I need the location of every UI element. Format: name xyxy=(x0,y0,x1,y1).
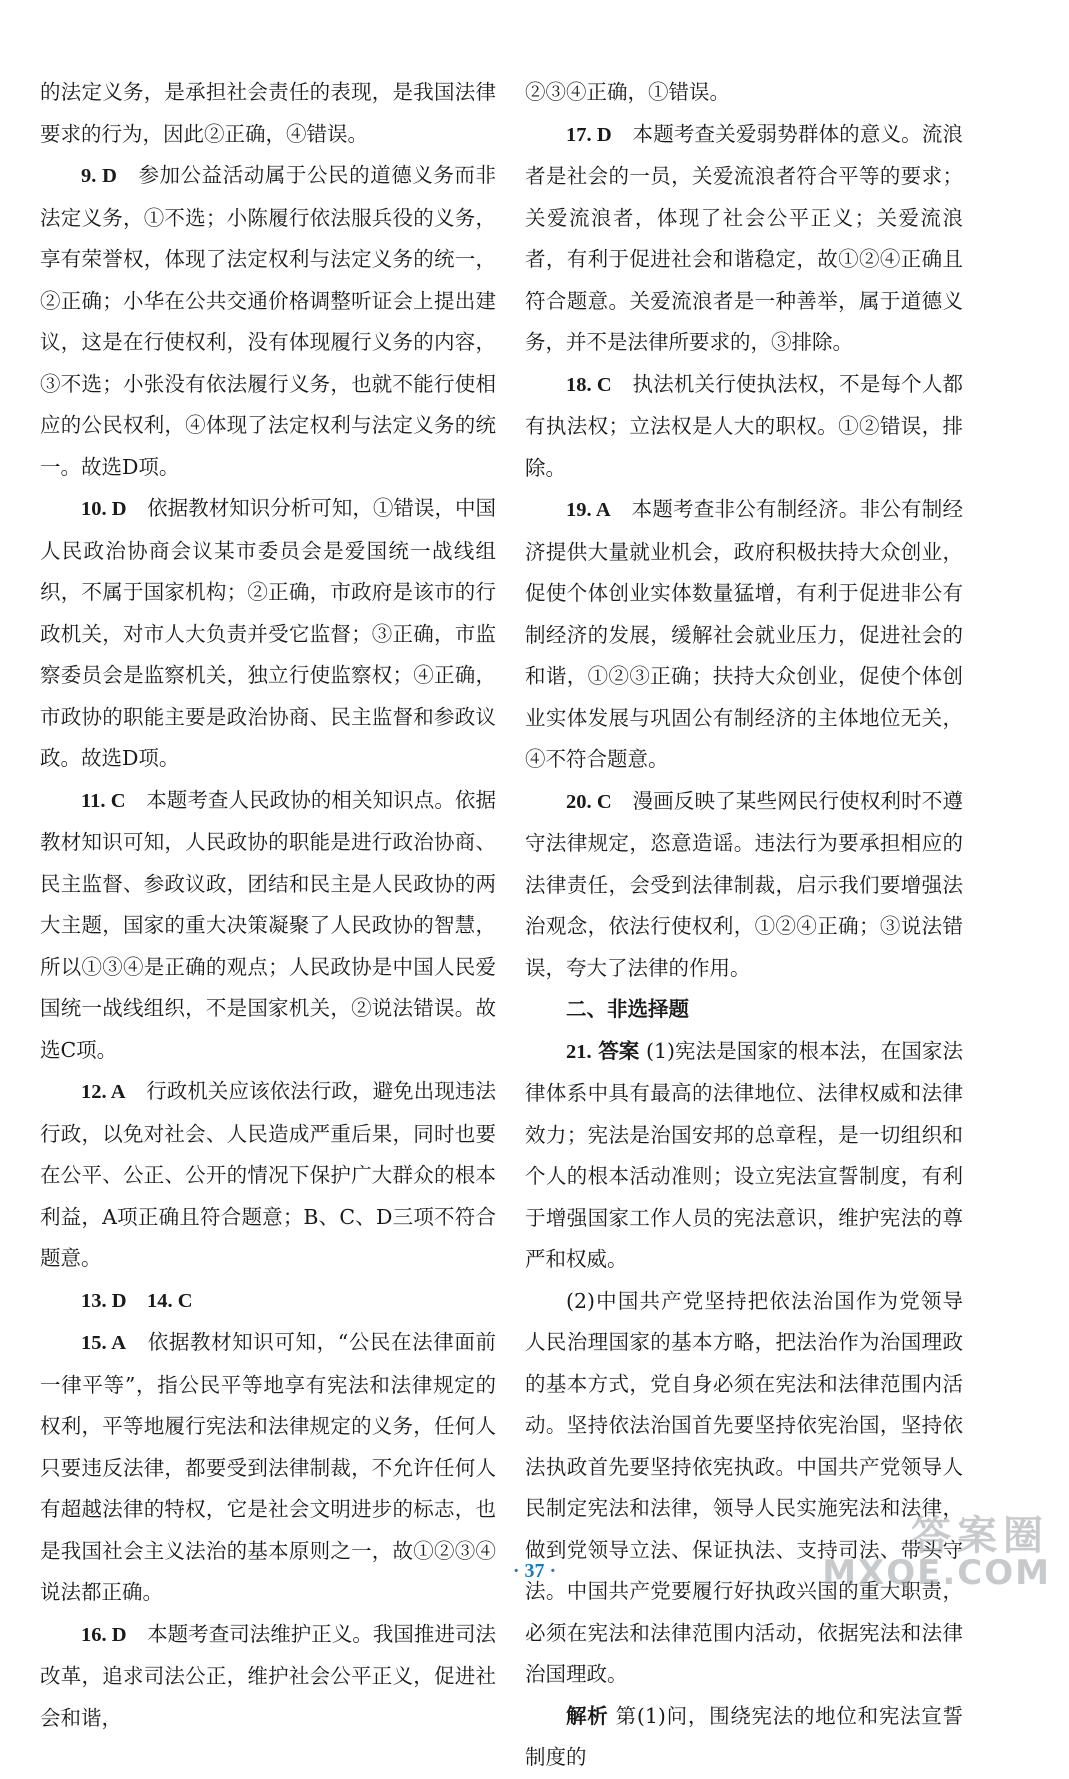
right-para-q21-answer: 21. 答案 (1)宪法是国家的根本法，在国家法律体系中具有最高的法律地位、法律权威和法律效力；宪法是治国安邦的总章程，是一切组织和个人的根本活动准则；设立宪法宣誓制度，有利于增强国家工作人员的宪法意识，维护宪法的尊严和权威。 xyxy=(525,1038,963,1271)
left-para-0: 的法定义务，是承担社会责任的表现，是我国法律要求的行为，因此②正确，④错误。 xyxy=(40,80,496,146)
watermark-text-top: 答案圈 xyxy=(911,1513,1049,1559)
left-para-q15: 15. A 依据教材知识可知，“公民在法律面前一律平等”，指公民平等地享有宪法和法律规定的权利，平等地履行宪法和法律规定的义务，任何人只要违反法律，都要受到法律制裁，不允许任何人有超越法律的特权，它是社会文明进步的标志，也是我国社会主义法治的基本原则之一，故①②③④说法都正确。 xyxy=(40,1330,496,1604)
right-para-0: ②③④正确，①错误。 xyxy=(525,80,730,104)
watermark-text-bottom: MXQE.COM xyxy=(822,1553,1051,1593)
watermark-logo xyxy=(822,1500,1057,1595)
left-para-q16: 16. D 本题考查司法维护正义。我国推进司法改革，追求司法公正，维护社会公平正义，促进社会和谐， xyxy=(40,1621,496,1730)
left-para-q10: 10. D 依据教材知识分析可知，①错误，中国人民政治协商会议某市委员会是爱国统一战线组织，不属于国家机构；②正确，市政府是该市的行政机关，对市人大负责并受它监督；③正确，市监察委员会是监察机关，独立行使监察权；④正确，市政协的职能主要是政治协商、民主监督和参政议政。故选D项。 xyxy=(40,496,496,770)
left-column xyxy=(40,72,496,1739)
right-para-q21-part2: (2)中国共产党坚持把依法治国作为党领导人民治理国家的基本方略，把法治作为治国理政的基本方式，党自身必须在宪法和法律范围内活动。坚持依法治国首先要坚持依宪治国，坚持依法执政首先要坚持依宪执政。中国共产党领导人民制定宪法和法律，领导人民实施宪法和法律，做到党领导立法、保证执法、支持司法、带头守法。中国共产党要履行好执政兴国的重大职责，必须在宪法和法律范围内活动，依据宪法和法律治国理政。 xyxy=(525,1288,963,1686)
left-para-q11: 11. C 本题考查人民政协的相关知识点。依据教材知识可知，人民政协的职能是进行政治协商、民主监督、参政议政，团结和民主是人民政协的两大主题，国家的重大决策凝聚了人民政协的智慧，所以①③④是正确的观点；人民政协是中国人民爱国统一战线组织，不是国家机关，②说法错误。故选C项。 xyxy=(40,787,497,1062)
page-number: · 37 · xyxy=(512,1560,557,1582)
section-heading: 二、非选择题 xyxy=(566,997,689,1021)
right-para-q17: 17. D 本题考查关爱弱势群体的意义。流浪者是社会的一员，关爱流浪者符合平等的要求；关爱流浪者，体现了社会公平正义；关爱流浪者，有利于促进社会和谐稳定，故①②④正确且符合题意。关爱流浪者是一种善举，属于道德义务，并不是法律所要求的，③排除。 xyxy=(525,121,963,354)
left-para-q12: 12. A 行政机关应该依法行政，避免出现违法行政，以免对社会、人民造成严重后果，同时也要在公平、公正、公开的情况下保护广大群众的根本利益，A项正确且符合题意；B、C、D三项不符合题意。 xyxy=(40,1079,497,1270)
right-para-q19: 19. A 本题考查非公有制经济。非公有制经济提供大量就业机会，政府积极扶持大众创业，促使个体创业实体数量猛增，有利于促进非公有制经济的发展，缓解社会就业压力，促进社会的和谐，①②③正确；扶持大众创业，促使个体创业实体发展与巩固公有制经济的主体地位无关，④不符合题意。 xyxy=(525,497,963,771)
right-para-q20: 20. C 漫画反映了某些网民行使权利时不遵守法律规定，恣意造谣。违法行为要承担相应的法律责任，会受到法律制裁，启示我们要增强法治观念，依法行使权利，①②④正确；③说法错误，夸大了法律的作用。 xyxy=(525,788,963,980)
left-para-q13-14: 13. D 14. C xyxy=(81,1289,193,1312)
left-para-q9: 9. D 参加公益活动属于公民的道德义务而非法定义务，①不选；小陈履行依法服兵役的义务，享有荣誉权，体现了法定权利与法定义务的统一，②正确；小华在公共交通价格调整听证会上提出建议，这是在行使权利，没有体现履行义务的内容，③不选；小张没有依法履行义务，也就不能行使相应的公民权利，④体现了法定权利与法定义务的统一。故选D项。 xyxy=(40,163,496,479)
right-para-analysis: 解析 第(1)问，围绕宪法的地位和宪法宣誓制度的 xyxy=(525,1703,963,1769)
right-para-q18: 18. C 执法机关行使执法权，不是每个人都有执法权；立法权是人大的职权。①②错误，排除。 xyxy=(525,371,963,480)
